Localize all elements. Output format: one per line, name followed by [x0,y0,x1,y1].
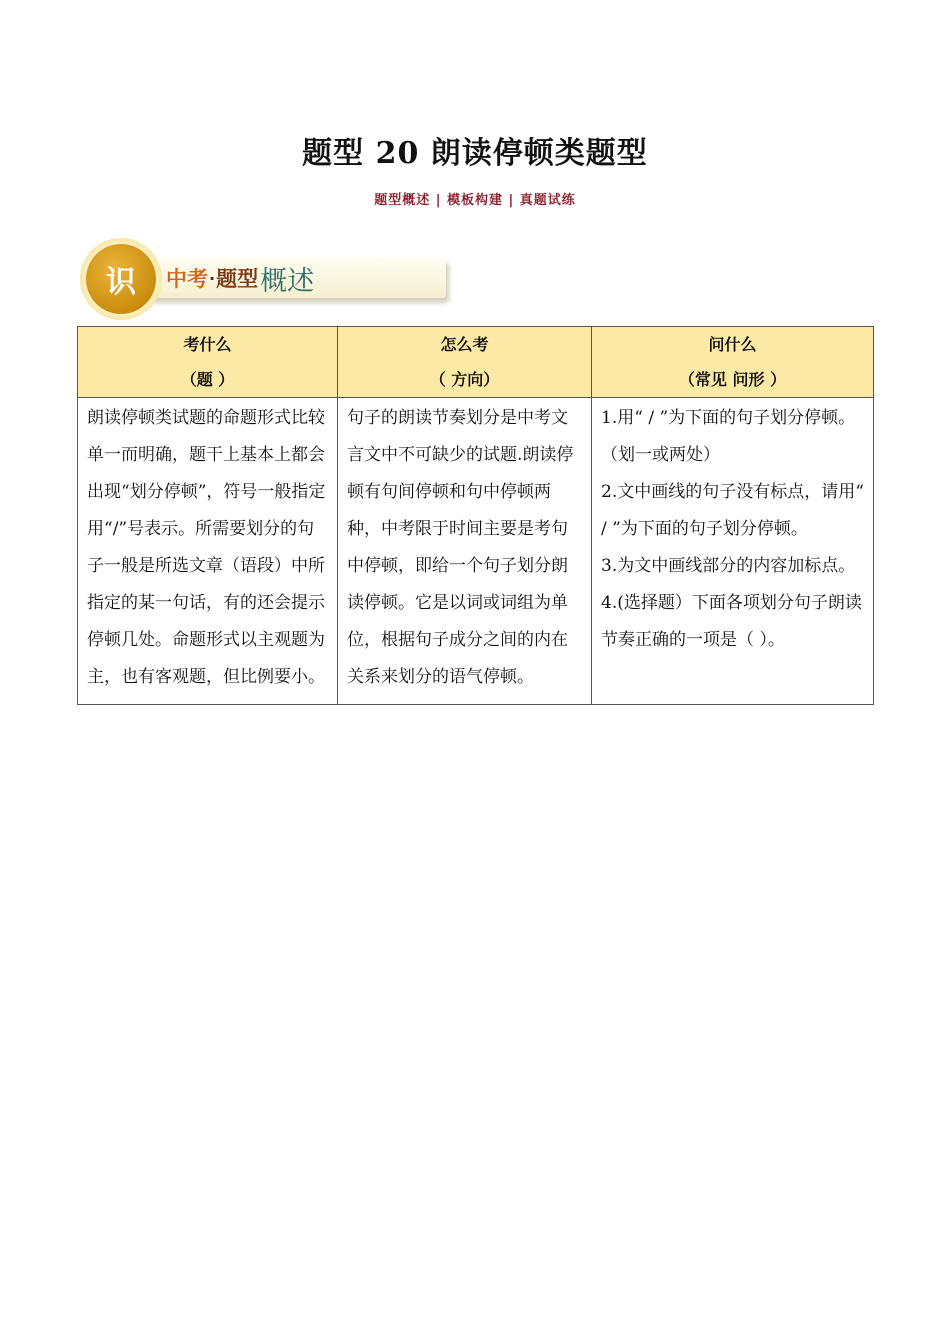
header-main: 怎么考 [440,335,489,354]
page-title: 题型 20 朗读停顿类题型 [302,136,648,171]
header-sub: （题 ） [180,370,235,389]
table-header-row [78,327,874,398]
cell-what-asked [592,398,874,705]
question-form-item: 4.(选择题）下面各项划分句子朗读节奏正确的一项是（ ）。 [601,593,862,650]
question-form-item: 2.文中画线的句子没有标点，请用“ / ”为下面的句子划分停顿。 [601,482,864,539]
header-what-asked [592,327,874,398]
overview-table [77,326,874,705]
banner-heading [166,260,314,296]
banner-heading-part3: 概述 [260,265,315,297]
cell-how-tested: 句子的朗读节奏划分是中考文言文中不可缺少的试题.朗读停顿有句间停顿和句中停顿两种，中考限于时间主要是考句中停顿，即给一个句子划分朗读停顿。它是以词或词组为单位，根据句子成分之间的内在关系来划分的语气停顿。 [338,398,592,705]
banner-heading-dot: · [209,268,216,288]
table-row [78,398,874,705]
header-main: 考什么 [183,335,232,354]
cell-what-tested: 朗读停顿类试题的命题形式比较单一而明确，题干上基本上都会出现“划分停顿”，符号一般指定用“/”号表示。所需要划分的句子一般是所选文章（语段）中所指定的某一句话，有的还会提示停顿几处。命题形式以主观题为主，也有客观题，但比例要小。 [78,398,338,705]
banner-heading-part1: 中考 [166,267,208,291]
banner-badge-ring [80,238,162,320]
question-form-item: 1.用“ / ”为下面的句子划分停顿。（划一或两处） [601,408,856,465]
banner-badge: 识 [86,244,156,314]
header-how-tested [338,327,592,398]
section-banner [80,238,380,322]
question-form-item: 3.为文中画线部分的内容加标点。 [601,556,856,576]
header-sub: （常见 问形 ） [678,370,787,389]
header-sub: （ 方向） [429,370,500,389]
header-what-tested [78,327,338,398]
banner-heading-part2: 题型 [216,267,259,291]
section-nav: 题型概述 | 模板构建 | 真题试练 [374,193,576,208]
header-main: 问什么 [708,335,757,354]
